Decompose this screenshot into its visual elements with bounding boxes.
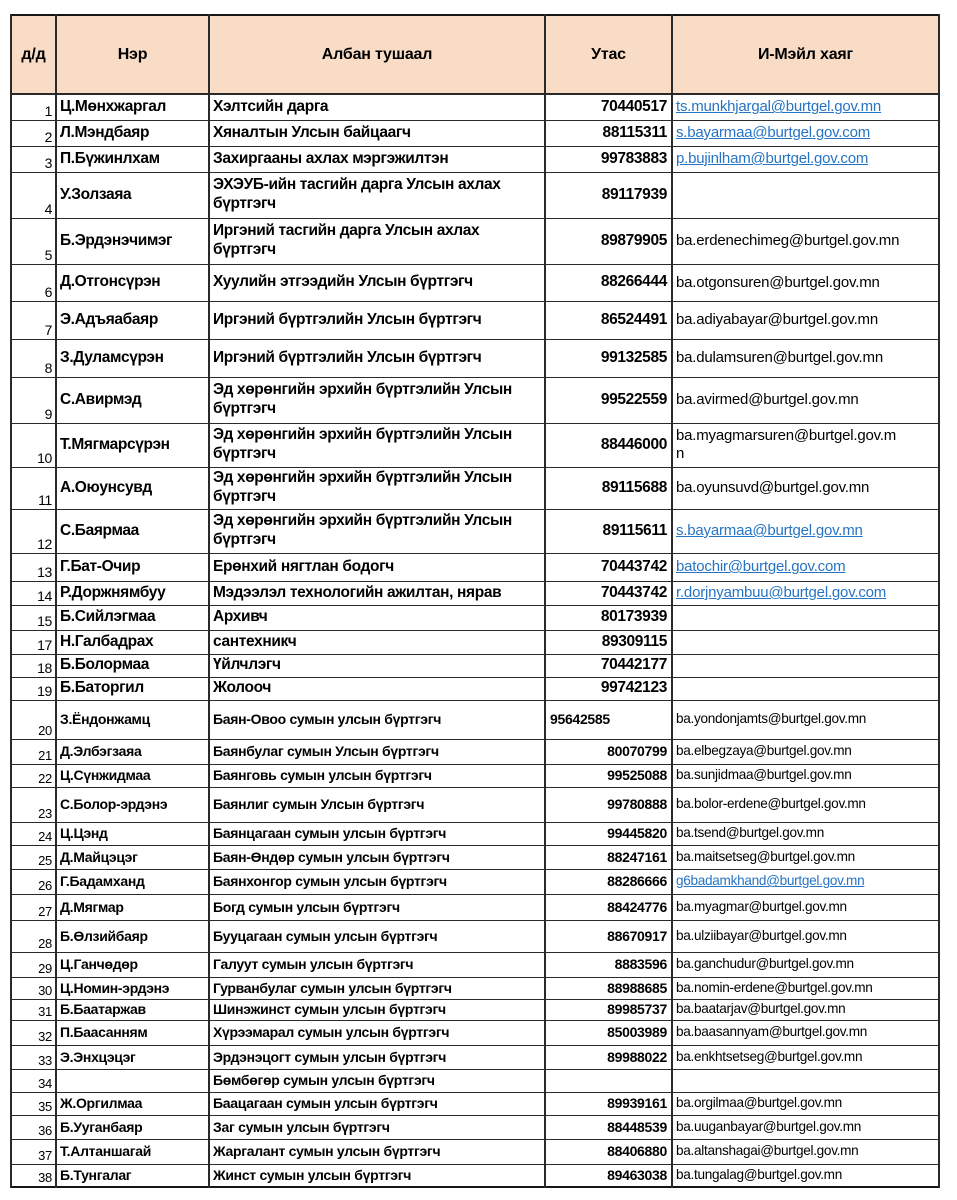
- position-cell: Баянхонгор сумын улсын бүртгэгч: [209, 869, 545, 894]
- row-number-cell: 31: [11, 999, 56, 1020]
- row-number-cell: 23: [11, 787, 56, 822]
- table-row: [11, 999, 939, 1020]
- table-row: [11, 581, 939, 605]
- phone-cell: 99525088: [545, 764, 672, 787]
- name-cell: З.Ёндонжамц: [56, 700, 209, 739]
- phone-cell: 99783883: [545, 146, 672, 172]
- table-row: [11, 423, 939, 467]
- name-cell: Т.Мягмарсүрэн: [56, 423, 209, 467]
- name-cell: Б.Эрдэнэчимэг: [56, 218, 209, 264]
- row-number-cell: 38: [11, 1164, 56, 1187]
- email-cell: [672, 94, 939, 120]
- table-row: [11, 1139, 939, 1164]
- email-text: ba.ganchudur@burtgel.gov.mn: [676, 956, 854, 972]
- table-body: [11, 94, 939, 1187]
- email-cell: [672, 1164, 939, 1187]
- name-cell: Б.Сийлэгмаа: [56, 605, 209, 630]
- name-cell: [56, 1069, 209, 1092]
- phone-cell: 89309115: [545, 630, 672, 654]
- name-cell: Б.Ууганбаяр: [56, 1115, 209, 1139]
- phone-cell: 89115611: [545, 509, 672, 553]
- email-text: ba.altanshagai@burtgel.gov.mn: [676, 1143, 859, 1159]
- email-cell: [672, 739, 939, 764]
- position-cell: Жаргалант сумын улсын бүртгэгч: [209, 1139, 545, 1164]
- row-number-cell: 26: [11, 869, 56, 894]
- position-cell: Хэлтсийн дарга: [209, 94, 545, 120]
- name-cell: Ц.Мөнхжаргал: [56, 94, 209, 120]
- table-row: [11, 630, 939, 654]
- table-row: [11, 146, 939, 172]
- email-text: ba.maitsetseg@burtgel.gov.mn: [676, 848, 855, 864]
- phone-cell: 88446000: [545, 423, 672, 467]
- position-cell: Эд хөрөнгийн эрхийн бүртгэлийн Улсын бүртгэгч: [209, 377, 545, 423]
- table-row: [11, 869, 939, 894]
- email-text: ba.elbegzaya@burtgel.gov.mn: [676, 743, 852, 759]
- phone-cell: 99445820: [545, 822, 672, 845]
- table-row: [11, 739, 939, 764]
- email-cell: [672, 264, 939, 301]
- row-number-cell: 18: [11, 654, 56, 677]
- email-cell: [672, 301, 939, 339]
- position-cell: Хуулийн этгээдийн Улсын бүртгэгч: [209, 264, 545, 301]
- table-row: [11, 339, 939, 377]
- contacts-table: [10, 14, 940, 1188]
- position-cell: Эрдэнэцогт сумын улсын бүртгэгч: [209, 1045, 545, 1069]
- row-number-cell: 25: [11, 845, 56, 869]
- email-cell: [672, 1115, 939, 1139]
- email-cell: [672, 677, 939, 700]
- email-cell: [672, 1139, 939, 1164]
- row-number-cell: 15: [11, 605, 56, 630]
- row-number-cell: 20: [11, 700, 56, 739]
- name-cell: Ц.Номин-эрдэнэ: [56, 977, 209, 999]
- name-cell: З.Дуламсүрэн: [56, 339, 209, 377]
- table-row: [11, 952, 939, 977]
- email-text: ba.avirmed@burtgel.gov.mn: [676, 391, 859, 408]
- position-cell: Баян-Овоо сумын улсын бүртгэгч: [209, 700, 545, 739]
- position-cell: ЭХЭУБ-ийн тасгийн дарга Улсын ахлах бүртгэгч: [209, 172, 545, 218]
- phone-cell: 89879905: [545, 218, 672, 264]
- row-number-cell: 13: [11, 553, 56, 581]
- phone-cell: 88247161: [545, 845, 672, 869]
- name-cell: Д.Мягмар: [56, 894, 209, 920]
- table-row: [11, 977, 939, 999]
- phone-cell: 80173939: [545, 605, 672, 630]
- table-row: [11, 218, 939, 264]
- row-number-cell: 17: [11, 630, 56, 654]
- position-cell: Баян-Өндөр сумын улсын бүртгэгч: [209, 845, 545, 869]
- email-link[interactable]: g6badamkhand@burtgel.gov.mn: [676, 873, 865, 889]
- email-cell: [672, 999, 939, 1020]
- table-row: [11, 845, 939, 869]
- email-text: ba.myagmar@burtgel.gov.mn: [676, 898, 847, 914]
- email-text: ba.oyunsuvd@burtgel.gov.mn: [676, 479, 870, 496]
- position-cell: Иргэний тасгийн дарга Улсын ахлах бүртгэгч: [209, 218, 545, 264]
- phone-cell: 70442177: [545, 654, 672, 677]
- row-number-cell: 10: [11, 423, 56, 467]
- table-row: [11, 764, 939, 787]
- position-cell: Хүрээмарал сумын улсын бүртгэгч: [209, 1020, 545, 1045]
- position-cell: Эд хөрөнгийн эрхийн бүртгэлийн Улсын бүртгэгч: [209, 423, 545, 467]
- row-number-cell: 33: [11, 1045, 56, 1069]
- email-cell: [672, 605, 939, 630]
- row-number-cell: 8: [11, 339, 56, 377]
- phone-cell: 88406880: [545, 1139, 672, 1164]
- table-row: [11, 1092, 939, 1115]
- email-text: ba.baasannyam@burtgel.gov.mn: [676, 1024, 868, 1040]
- email-text: ba.ulziibayar@burtgel.gov.mn: [676, 927, 847, 943]
- contact-directory-sheet: [10, 14, 940, 1188]
- name-cell: Э.Энхцэцэг: [56, 1045, 209, 1069]
- email-cell: [672, 700, 939, 739]
- email-cell: [672, 1092, 939, 1115]
- name-cell: У.Золзаяа: [56, 172, 209, 218]
- name-cell: Ц.Ганчөдөр: [56, 952, 209, 977]
- name-cell: Р.Доржнямбуу: [56, 581, 209, 605]
- phone-cell: 89115688: [545, 467, 672, 509]
- email-text: ba.baatarjav@burtgel.gov.mn: [676, 1001, 846, 1017]
- phone-cell: 89985737: [545, 999, 672, 1020]
- email-cell: [672, 553, 939, 581]
- table-row: [11, 1069, 939, 1092]
- email-text: ba.dulamsuren@burtgel.gov.mn: [676, 349, 883, 366]
- email-text: ba.otgonsuren@burtgel.gov.mn: [676, 273, 880, 291]
- email-link[interactable]: s.bayarmaa@burtgel.gov.mn: [676, 522, 863, 539]
- position-cell: Бууцагаан сумын улсын бүртгэгч: [209, 920, 545, 952]
- email-text: ba.nomin-erdene@burtgel.gov.mn: [676, 979, 873, 995]
- table-row: [11, 677, 939, 700]
- position-cell: Заг сумын улсын бүртгэгч: [209, 1115, 545, 1139]
- row-number-cell: 14: [11, 581, 56, 605]
- phone-cell: 88424776: [545, 894, 672, 920]
- position-cell: Галуут сумын улсын бүртгэгч: [209, 952, 545, 977]
- table-row: [11, 605, 939, 630]
- email-text: ba.enkhtsetseg@burtgel.gov.mn: [676, 1048, 863, 1064]
- position-cell: Баянговь сумын улсын бүртгэгч: [209, 764, 545, 787]
- table-row: [11, 1045, 939, 1069]
- position-cell: Эд хөрөнгийн эрхийн бүртгэлийн Улсын бүртгэгч: [209, 467, 545, 509]
- position-cell: Иргэний бүртгэлийн Улсын бүртгэгч: [209, 339, 545, 377]
- position-cell: Бөмбөгөр сумын улсын бүртгэгч: [209, 1069, 545, 1092]
- row-number-cell: 11: [11, 467, 56, 509]
- email-cell: [672, 1045, 939, 1069]
- table-row: [11, 377, 939, 423]
- phone-cell: 85003989: [545, 1020, 672, 1045]
- phone-cell: 99522559: [545, 377, 672, 423]
- row-number-cell: 5: [11, 218, 56, 264]
- table-row: [11, 120, 939, 146]
- row-number-cell: 6: [11, 264, 56, 301]
- position-cell: Баацагаан сумын улсын бүртгэгч: [209, 1092, 545, 1115]
- phone-cell: 88115311: [545, 120, 672, 146]
- row-number-cell: 35: [11, 1092, 56, 1115]
- phone-cell: 86524491: [545, 301, 672, 339]
- table-row: [11, 94, 939, 120]
- email-cell: [672, 120, 939, 146]
- position-cell: Жинст сумын улсын бүртгэгч: [209, 1164, 545, 1187]
- position-cell: Архивч: [209, 605, 545, 630]
- email-cell: [672, 423, 939, 467]
- phone-cell: 88286666: [545, 869, 672, 894]
- row-number-cell: 28: [11, 920, 56, 952]
- row-number-cell: 22: [11, 764, 56, 787]
- email-text: ba.uuganbayar@burtgel.gov.mn: [676, 1118, 862, 1134]
- position-cell: Хяналтын Улсын байцаагч: [209, 120, 545, 146]
- row-number-cell: 21: [11, 739, 56, 764]
- table-row: [11, 264, 939, 301]
- table-row: [11, 301, 939, 339]
- email-cell: [672, 894, 939, 920]
- name-cell: Т.Алтаншагай: [56, 1139, 209, 1164]
- row-number-cell: 2: [11, 120, 56, 146]
- position-cell: Үйлчлэгч: [209, 654, 545, 677]
- header-row: [11, 15, 939, 94]
- email-text: ba.myagmarsuren@burtgel.gov.mn: [676, 427, 897, 462]
- table-row: [11, 467, 939, 509]
- email-text: ba.tungalag@burtgel.gov.mn: [676, 1167, 842, 1183]
- table-row: [11, 920, 939, 952]
- table-row: [11, 509, 939, 553]
- table-row: [11, 1115, 939, 1139]
- email-cell: [672, 218, 939, 264]
- phone-cell: [545, 1069, 672, 1092]
- email-cell: [672, 146, 939, 172]
- name-cell: Н.Галбадрах: [56, 630, 209, 654]
- position-cell: Эд хөрөнгийн эрхийн бүртгэлийн Улсын бүртгэгч: [209, 509, 545, 553]
- row-number-cell: 30: [11, 977, 56, 999]
- row-number-cell: 1: [11, 94, 56, 120]
- row-number-cell: 27: [11, 894, 56, 920]
- name-cell: Б.Тунгалаг: [56, 1164, 209, 1187]
- name-cell: Б.Өлзийбаяр: [56, 920, 209, 952]
- position-cell: Гурванбулаг сумын улсын бүртгэгч: [209, 977, 545, 999]
- email-cell: [672, 920, 939, 952]
- email-cell: [672, 1020, 939, 1045]
- email-cell: [672, 654, 939, 677]
- phone-cell: 89463038: [545, 1164, 672, 1187]
- phone-cell: 70440517: [545, 94, 672, 120]
- email-cell: [672, 1069, 939, 1092]
- table-row: [11, 553, 939, 581]
- email-text: ba.sunjidmaa@burtgel.gov.mn: [676, 767, 852, 783]
- email-cell: [672, 787, 939, 822]
- row-number-cell: 9: [11, 377, 56, 423]
- email-text: ba.tsend@burtgel.gov.mn: [676, 825, 824, 841]
- phone-cell: 88988685: [545, 977, 672, 999]
- phone-cell: 70443742: [545, 581, 672, 605]
- name-cell: Б.Болормаа: [56, 654, 209, 677]
- name-cell: Ц.Цэнд: [56, 822, 209, 845]
- phone-cell: 8883596: [545, 952, 672, 977]
- email-cell: [672, 172, 939, 218]
- name-cell: С.Баярмаа: [56, 509, 209, 553]
- column-header-no: д/д: [11, 15, 56, 94]
- name-cell: Ж.Оргилмаа: [56, 1092, 209, 1115]
- phone-cell: 88448539: [545, 1115, 672, 1139]
- name-cell: Ц.Сүнжидмаа: [56, 764, 209, 787]
- table-row: [11, 700, 939, 739]
- name-cell: Д.Майцэцэг: [56, 845, 209, 869]
- position-cell: Баянбулаг сумын Улсын бүртгэгч: [209, 739, 545, 764]
- phone-cell: 80070799: [545, 739, 672, 764]
- email-link[interactable]: r.dorjnyambuu@burtgel.gov.com: [676, 584, 887, 601]
- position-cell: Захиргааны ахлах мэргэжилтэн: [209, 146, 545, 172]
- email-cell: [672, 467, 939, 509]
- name-cell: Д.Элбэгзаяа: [56, 739, 209, 764]
- table-row: [11, 654, 939, 677]
- column-header-email: И-Мэйл хаяг: [672, 15, 939, 94]
- email-cell: [672, 509, 939, 553]
- email-cell: [672, 630, 939, 654]
- row-number-cell: 3: [11, 146, 56, 172]
- name-cell: Г.Бадамханд: [56, 869, 209, 894]
- row-number-cell: 19: [11, 677, 56, 700]
- phone-cell: 89939161: [545, 1092, 672, 1115]
- position-cell: Богд сумын улсын бүртгэгч: [209, 894, 545, 920]
- phone-cell: 89988022: [545, 1045, 672, 1069]
- table-row: [11, 787, 939, 822]
- phone-cell: 88670917: [545, 920, 672, 952]
- position-cell: Жолооч: [209, 677, 545, 700]
- email-text: ba.adiyabayar@burtgel.gov.mn: [676, 311, 878, 328]
- column-header-position: Албан тушаал: [209, 15, 545, 94]
- table-row: [11, 894, 939, 920]
- table-row: [11, 172, 939, 218]
- row-number-cell: 36: [11, 1115, 56, 1139]
- email-text: ba.erdenechimeg@burtgel.gov.mn: [676, 232, 900, 249]
- email-link[interactable]: ts.munkhjargal@burtgel.gov.mn: [676, 98, 882, 116]
- name-cell: Б.Баторгил: [56, 677, 209, 700]
- row-number-cell: 24: [11, 822, 56, 845]
- row-number-cell: 29: [11, 952, 56, 977]
- email-text: ba.bolor-erdene@burtgel.gov.mn: [676, 796, 866, 812]
- position-cell: Мэдээлэл технологийн ажилтан, нярав: [209, 581, 545, 605]
- email-text: ba.orgilmaa@burtgel.gov.mn: [676, 1095, 842, 1111]
- name-cell: Д.Отгонсүрэн: [56, 264, 209, 301]
- position-cell: Иргэний бүртгэлийн Улсын бүртгэгч: [209, 301, 545, 339]
- position-cell: Ерөнхий нягтлан бодогч: [209, 553, 545, 581]
- table-header: [11, 15, 939, 94]
- name-cell: Г.Бат-Очир: [56, 553, 209, 581]
- phone-cell: 95642585: [545, 700, 672, 739]
- email-cell: [672, 977, 939, 999]
- name-cell: П.Бүжинлхам: [56, 146, 209, 172]
- table-row: [11, 1020, 939, 1045]
- name-cell: А.Оюунсувд: [56, 467, 209, 509]
- column-header-name: Нэр: [56, 15, 209, 94]
- phone-cell: 99132585: [545, 339, 672, 377]
- table-row: [11, 822, 939, 845]
- email-cell: [672, 952, 939, 977]
- table-row: [11, 1164, 939, 1187]
- phone-cell: 70443742: [545, 553, 672, 581]
- email-cell: [672, 869, 939, 894]
- column-header-phone: Утас: [545, 15, 672, 94]
- phone-cell: 99780888: [545, 787, 672, 822]
- name-cell: П.Баасанням: [56, 1020, 209, 1045]
- name-cell: Э.Адъяабаяр: [56, 301, 209, 339]
- email-link[interactable]: s.bayarmaa@burtgel.gov.com: [676, 124, 871, 141]
- name-cell: С.Авирмэд: [56, 377, 209, 423]
- email-cell: [672, 764, 939, 787]
- email-cell: [672, 581, 939, 605]
- position-cell: сантехникч: [209, 630, 545, 654]
- position-cell: Баянлиг сумын Улсын бүртгэгч: [209, 787, 545, 822]
- name-cell: Л.Мэндбаяр: [56, 120, 209, 146]
- email-text: ba.yondonjamts@burtgel.gov.mn: [676, 711, 866, 727]
- email-cell: [672, 339, 939, 377]
- email-link[interactable]: batochir@burtgel.gov.com: [676, 558, 846, 575]
- email-cell: [672, 845, 939, 869]
- phone-cell: 99742123: [545, 677, 672, 700]
- row-number-cell: 32: [11, 1020, 56, 1045]
- row-number-cell: 12: [11, 509, 56, 553]
- phone-cell: 88266444: [545, 264, 672, 301]
- row-number-cell: 4: [11, 172, 56, 218]
- row-number-cell: 34: [11, 1069, 56, 1092]
- row-number-cell: 37: [11, 1139, 56, 1164]
- position-cell: Баянцагаан сумын улсын бүртгэгч: [209, 822, 545, 845]
- email-link[interactable]: p.bujinlham@burtgel.gov.com: [676, 150, 869, 167]
- email-cell: [672, 822, 939, 845]
- name-cell: Б.Баатаржав: [56, 999, 209, 1020]
- name-cell: С.Болор-эрдэнэ: [56, 787, 209, 822]
- phone-cell: 89117939: [545, 172, 672, 218]
- position-cell: Шинэжинст сумын улсын бүртгэгч: [209, 999, 545, 1020]
- email-cell: [672, 377, 939, 423]
- row-number-cell: 7: [11, 301, 56, 339]
